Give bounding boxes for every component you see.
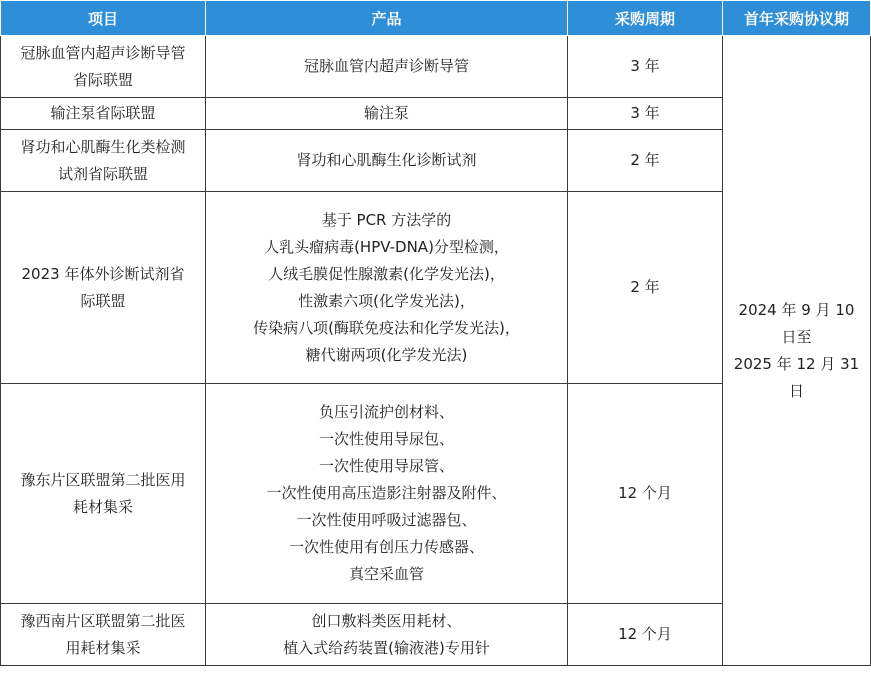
product-line: 创口敷料类医用耗材、 bbox=[311, 611, 462, 630]
cycle-cell: 2 年 bbox=[568, 192, 723, 384]
project-line: 豫东片区联盟第二批医用 bbox=[20, 470, 186, 489]
product-line: 一次性使用导尿管、 bbox=[318, 457, 454, 475]
product-line: 一次性使用高压造影注射器及附件、 bbox=[266, 484, 507, 502]
project-cell bbox=[1, 98, 206, 130]
project-cell bbox=[1, 130, 206, 192]
product-cell bbox=[206, 384, 568, 604]
project-line: 豫西南片区联盟第二批医 bbox=[20, 611, 186, 630]
header-project: 项目 bbox=[1, 1, 206, 36]
cycle-cell: 2 年 bbox=[568, 130, 723, 192]
product-line: 传染病八项(酶联免疫法和化学发光法)， bbox=[253, 318, 520, 337]
product-line: 肾功和心肌酶生化诊断试剂 bbox=[296, 151, 477, 169]
agreement-period-line: 2025 年 12 月 31 日 bbox=[733, 354, 860, 400]
product-cell bbox=[206, 98, 568, 130]
project-cell bbox=[1, 384, 206, 604]
product-cell bbox=[206, 130, 568, 192]
product-line: 一次性使用有创压力传感器、 bbox=[288, 538, 484, 556]
product-line: 负压引流护创材料、 bbox=[318, 403, 454, 421]
project-line: 冠脉血管内超声诊断导管 bbox=[20, 43, 186, 62]
project-cell bbox=[1, 192, 206, 384]
product-line: 植入式给药装置(输液港)专用针 bbox=[283, 638, 490, 657]
product-cell bbox=[206, 192, 568, 384]
table-row bbox=[1, 36, 871, 98]
header-agreement-period: 首年采购协议期 bbox=[723, 1, 871, 36]
product-line: 人绒毛膜促性腺激素(化学发光法)， bbox=[268, 264, 505, 283]
product-line: 一次性使用导尿包、 bbox=[318, 430, 454, 448]
project-cell bbox=[1, 36, 206, 98]
project-line: 2023 年体外诊断试剂省 bbox=[21, 264, 185, 283]
product-cell bbox=[206, 36, 568, 98]
cycle-cell: 12 个月 bbox=[568, 384, 723, 604]
product-line: 一次性使用呼吸过滤器包、 bbox=[296, 511, 477, 529]
project-line: 用耗材集采 bbox=[65, 638, 141, 657]
product-line: 人乳头瘤病毒(HPV-DNA)分型检测， bbox=[264, 237, 509, 256]
agreement-period-line: 2024 年 9 月 10 日至 bbox=[738, 300, 855, 346]
cycle-cell: 12 个月 bbox=[568, 604, 723, 666]
project-line: 输注泵省际联盟 bbox=[50, 104, 156, 122]
cycle-cell: 3 年 bbox=[568, 36, 723, 98]
product-cell bbox=[206, 604, 568, 666]
product-line: 糖代谢两项(化学发光法) bbox=[305, 345, 468, 364]
header-cycle: 采购周期 bbox=[568, 1, 723, 36]
cycle-cell: 3 年 bbox=[568, 98, 723, 130]
product-line: 性激素六项(化学发光法)， bbox=[298, 291, 475, 310]
project-line: 耗材集采 bbox=[72, 497, 133, 516]
product-line: 冠脉血管内超声诊断导管 bbox=[303, 57, 469, 75]
agreement-period-cell bbox=[723, 36, 871, 666]
project-line: 试剂省际联盟 bbox=[57, 164, 148, 183]
product-line: 输注泵 bbox=[363, 104, 409, 122]
project-line: 际联盟 bbox=[80, 291, 126, 310]
project-line: 肾功和心肌酶生化类检测 bbox=[20, 137, 186, 156]
project-cell bbox=[1, 604, 206, 666]
project-line: 省际联盟 bbox=[72, 70, 133, 89]
product-line: 真空采血管 bbox=[348, 565, 424, 583]
table-header-row bbox=[1, 1, 871, 36]
product-line: 基于 PCR 方法学的 bbox=[321, 210, 452, 229]
header-product: 产品 bbox=[206, 1, 568, 36]
